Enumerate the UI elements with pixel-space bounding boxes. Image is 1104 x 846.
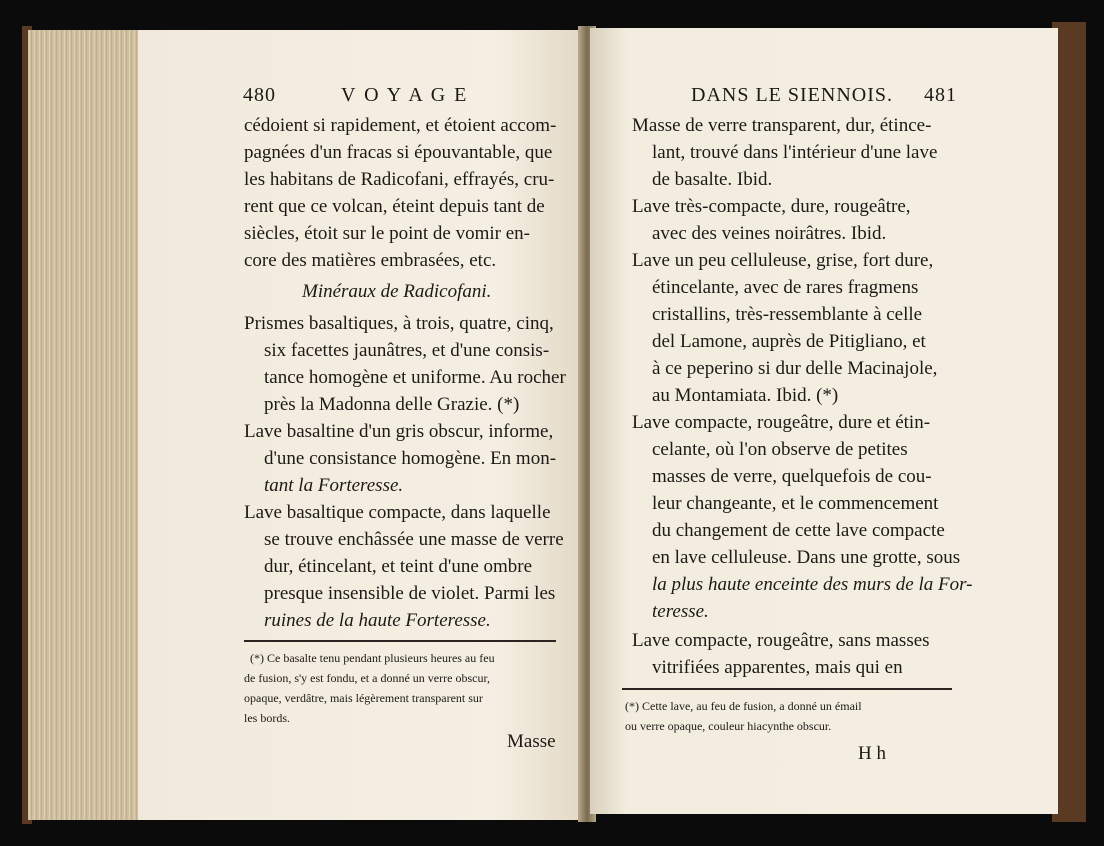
left-body-line: pagnées d'un fracas si épouvantable, que: [244, 142, 553, 163]
right-entry-line: avec des veines noirâtres. Ibid.: [652, 223, 887, 244]
section-heading: Minéraux de Radicofani.: [302, 281, 492, 302]
left-footnote-line: opaque, verdâtre, mais légèrement transparent sur: [244, 691, 483, 705]
left-entry-line: Prismes basaltiques, à trois, quatre, cinq,: [244, 313, 554, 334]
right-entry-line: Lave un peu celluleuse, grise, fort dure,: [632, 250, 934, 271]
left-entry-line: près la Madonna delle Grazie. (*): [264, 394, 520, 415]
right-entry-line: au Montamiata. Ibid. (*): [652, 385, 839, 406]
right-entry-line: de basalte. Ibid.: [652, 169, 773, 190]
left-entry-line: dur, étincelant, et teint d'une ombre: [264, 556, 533, 577]
right-entry-line: masses de verre, quelquefois de cou-: [652, 466, 932, 487]
right-entry-line: Masse de verre transparent, dur, étince-: [632, 115, 932, 136]
right-entry-line: à ce peperino si dur delle Macinajole,: [652, 358, 938, 379]
right-entry-line: étincelante, avec de rares fragmens: [652, 277, 919, 298]
right-entry-line: lant, trouvé dans l'intérieur d'une lave: [652, 142, 938, 163]
right-entry-line: du changement de cette lave compacte: [652, 520, 945, 541]
left-entry-line: d'une consistance homogène. En mon-: [264, 448, 557, 469]
right-entry-line: teresse.: [652, 601, 709, 622]
left-footnote-line: (*) Ce basalte tenu pendant plusieurs heures au feu: [250, 651, 495, 665]
right-entry-line: vitrifiées apparentes, mais qui en: [652, 657, 903, 678]
right-footnote-line: ou verre opaque, couleur hiacynthe obscur.: [625, 719, 832, 733]
left-body-line: siècles, étoit sur le point de vomir en-: [244, 223, 530, 244]
left-body-line: core des matières embrasées, etc.: [244, 250, 497, 271]
right-entry-line: leur changeante, et le commencement: [652, 493, 939, 514]
left-body-line: les habitans de Radicofani, effrayés, cru-: [244, 169, 555, 190]
left-body-line: rent que ce volcan, éteint depuis tant de: [244, 196, 545, 217]
right-footnote-rule: [622, 688, 952, 690]
right-entry-line: en lave celluleuse. Dans une grotte, sous: [652, 547, 961, 568]
right-entry-line: Lave compacte, rougeâtre, sans masses: [632, 630, 930, 651]
right-entry-line: cristallins, très-ressemblante à celle: [652, 304, 923, 325]
left-catchword: Masse: [507, 731, 556, 752]
left-running-head: V O Y A G E: [341, 84, 469, 106]
left-footnote-line: de fusion, s'y est fondu, et a donné un verre obscur,: [244, 671, 490, 685]
right-entry-line: Lave compacte, rougeâtre, dure et étin-: [632, 412, 931, 433]
left-entry-line: tance homogène et uniforme. Au rocher: [264, 367, 566, 388]
right-entry-line: celante, où l'on observe de petites: [652, 439, 908, 460]
signature-mark: H h: [858, 743, 886, 764]
left-entry-line: ruines de la haute Forteresse.: [264, 610, 491, 631]
page-edges: [28, 30, 140, 820]
left-entry-line: Lave basaltine d'un gris obscur, informe,: [244, 421, 554, 442]
left-body-line: cédoient si rapidement, et étoient accom-: [244, 115, 557, 136]
left-footnote-rule: [244, 640, 556, 642]
left-footnote-line: les bords.: [244, 711, 290, 725]
left-entry-line: tant la Forteresse.: [264, 475, 404, 496]
left-page-number: 480: [243, 84, 276, 106]
left-entry-line: six facettes jaunâtres, et d'une consis-: [264, 340, 550, 361]
right-page-number: 481: [924, 84, 957, 106]
right-entry-line: del Lamone, auprès de Pitigliano, et: [652, 331, 926, 352]
left-entry-line: Lave basaltique compacte, dans laquelle: [244, 502, 551, 523]
right-footnote-line: (*) Cette lave, au feu de fusion, a donné un émail: [625, 699, 862, 713]
left-entry-line: presque insensible de violet. Parmi les: [264, 583, 556, 604]
left-entry-line: se trouve enchâssée une masse de verre: [264, 529, 564, 550]
right-running-head: DANS LE SIENNOIS.: [691, 84, 893, 106]
right-entry-line: la plus haute enceinte des murs de la For-: [652, 574, 973, 595]
right-entry-line: Lave très-compacte, dure, rougeâtre,: [632, 196, 911, 217]
